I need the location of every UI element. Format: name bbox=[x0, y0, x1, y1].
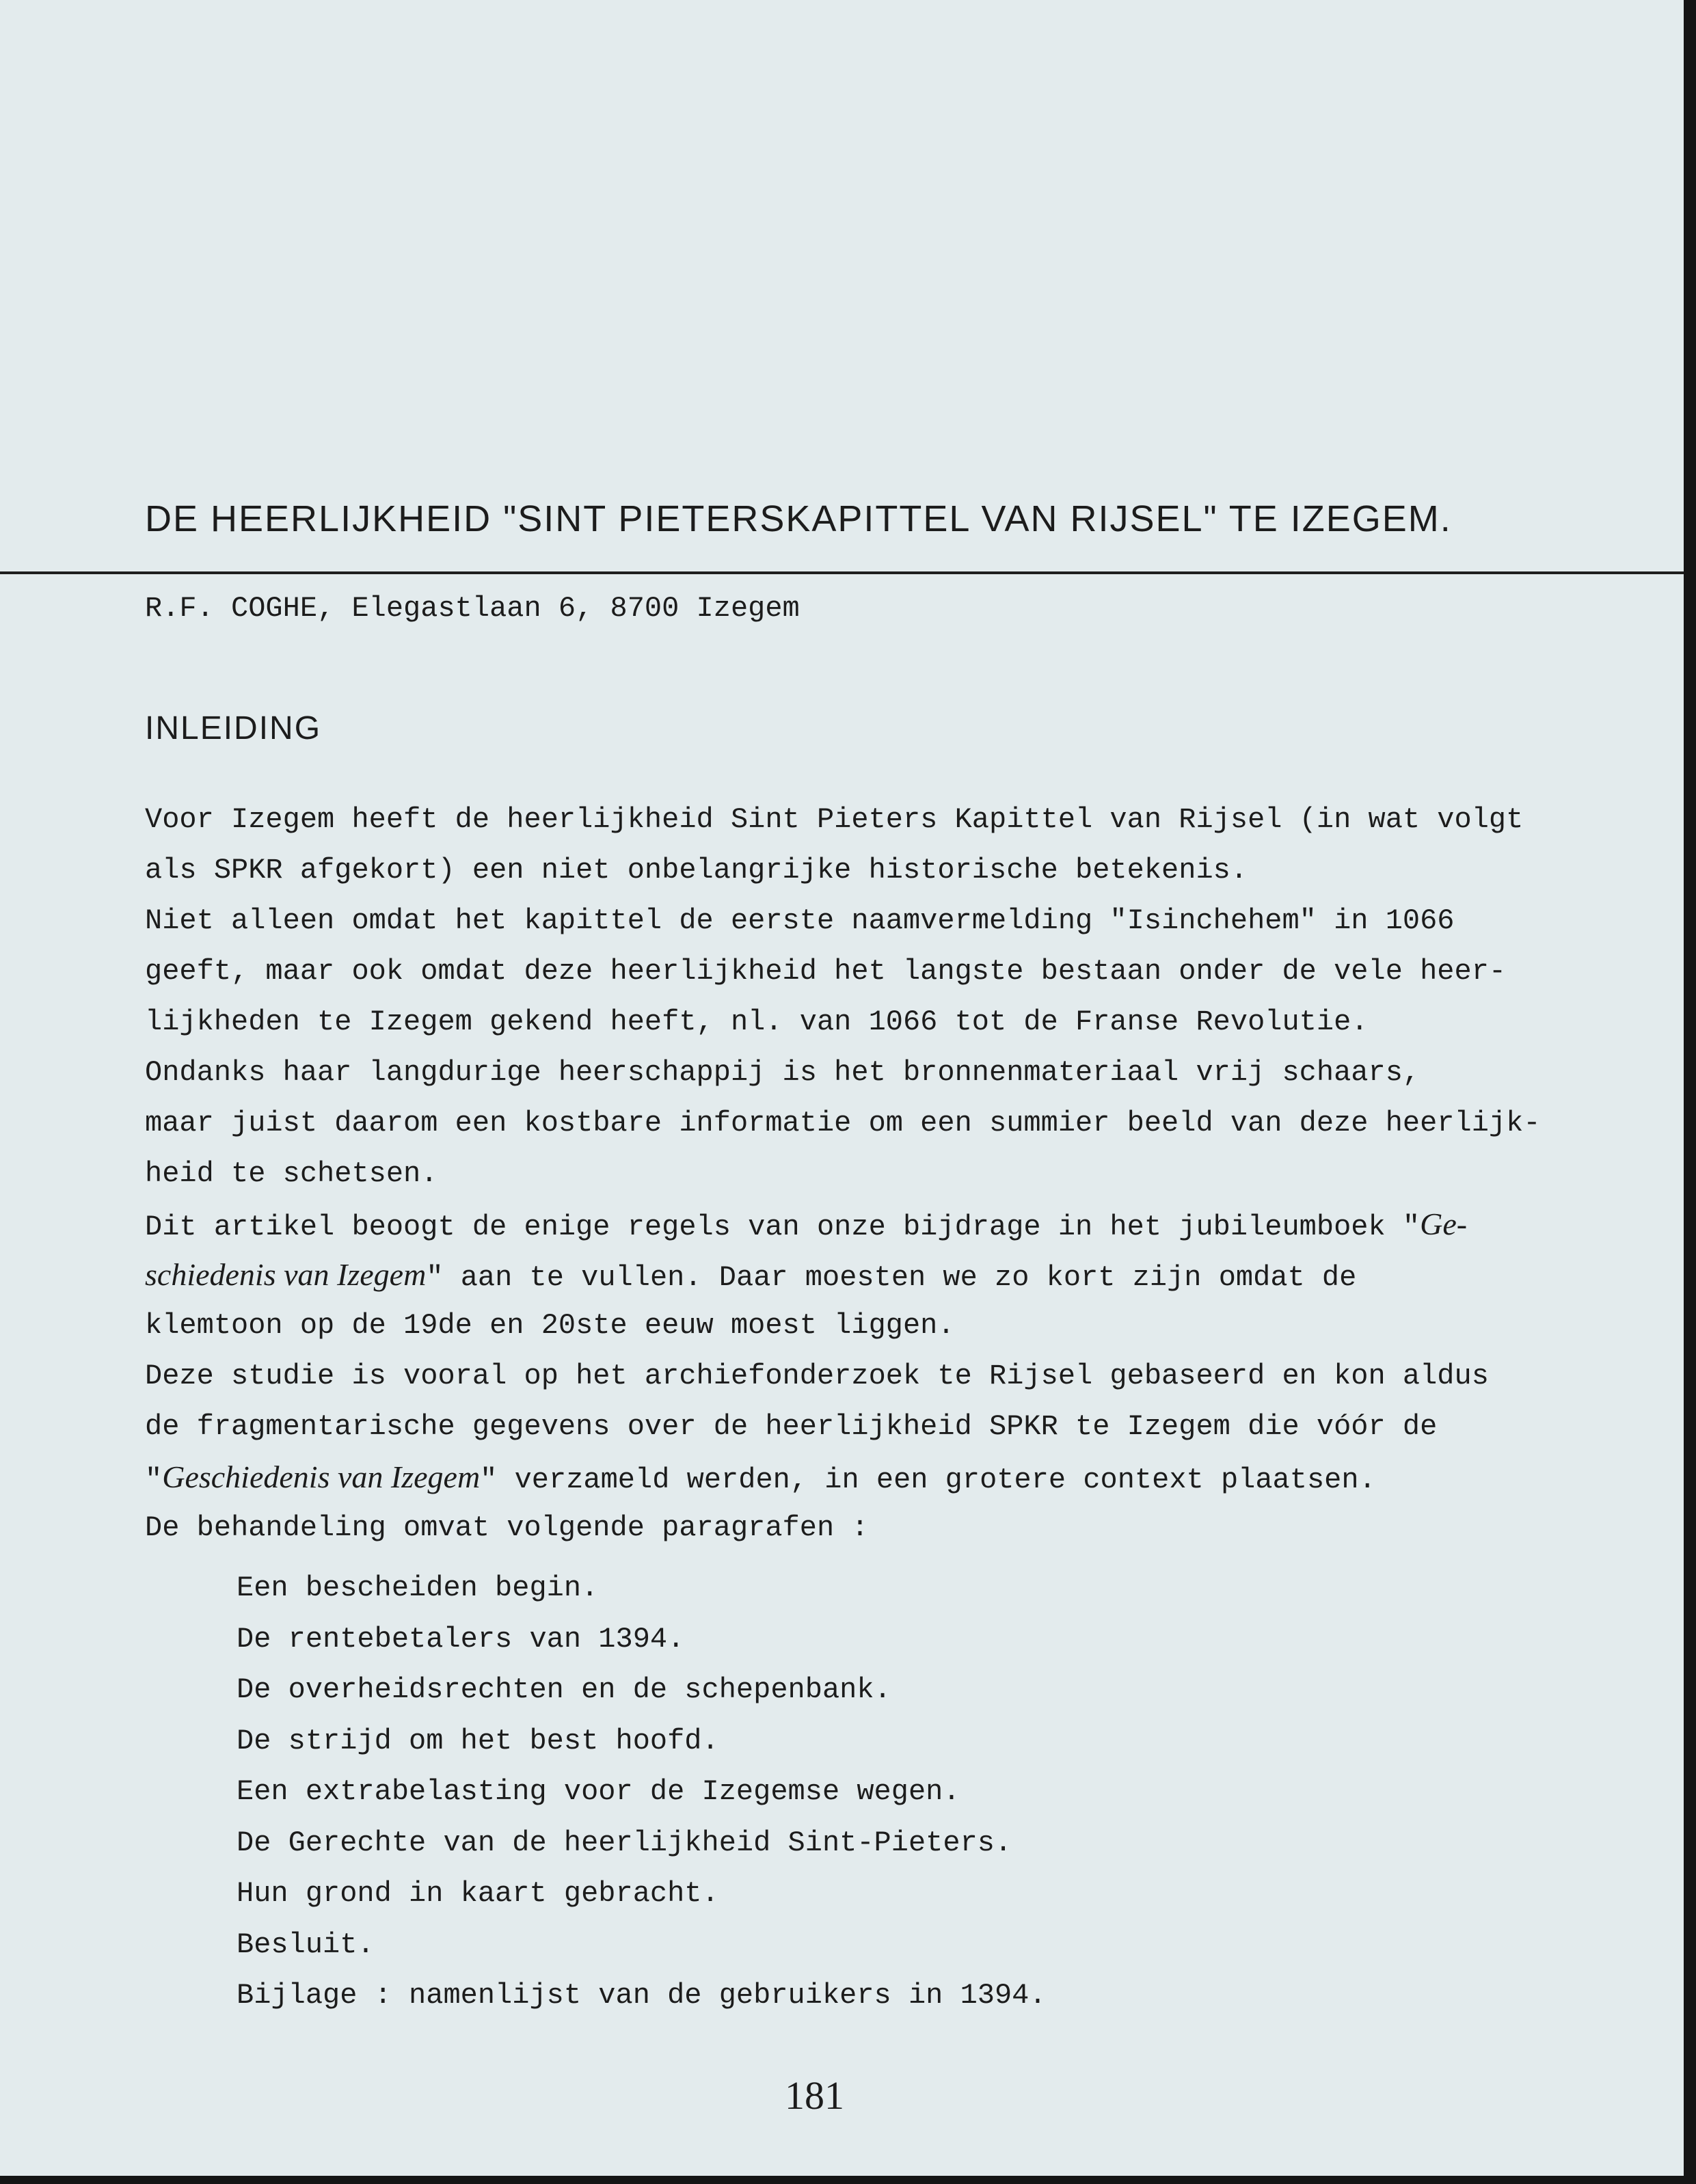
list-item: De Gerechte van de heerlijkheid Sint-Pieters. bbox=[237, 1826, 1012, 1859]
paragraph-line: geeft, maar ook omdat deze heerlijkheid het langste bestaan onder de vele heer- bbox=[145, 955, 1507, 988]
list-item: Een bescheiden begin. bbox=[237, 1572, 599, 1604]
line-text: " aan te vullen. Daar moesten we zo kort zijn omdat de bbox=[426, 1261, 1357, 1294]
list-item: Bijlage : namenlijst van de gebruikers in 1394. bbox=[237, 1979, 1047, 2012]
paragraph-line: lijkheden te Izegem gekend heeft, nl. van 1066 tot de Franse Revolutie. bbox=[145, 1006, 1369, 1038]
paragraph-line: Voor Izegem heeft de heerlijkheid Sint Pieters Kapittel van Rijsel (in wat volgt bbox=[145, 803, 1524, 836]
paragraph-line: de fragmentarische gegevens over de heerlijkheid SPKR te Izegem die vóór de bbox=[145, 1410, 1438, 1443]
line-text: Dit artikel beoogt de enige regels van onze bijdrage in het jubileumboek " bbox=[145, 1211, 1421, 1243]
paragraph-line bbox=[145, 1199, 1539, 1250]
list-item: Besluit. bbox=[237, 1928, 375, 1961]
book-title-italic: schiedenis van Izegem bbox=[145, 1257, 427, 1292]
paragraph-list bbox=[237, 1563, 1047, 2021]
line-text: " bbox=[145, 1464, 163, 1496]
title-divider bbox=[0, 571, 1684, 574]
paragraph-body bbox=[145, 794, 1539, 1553]
scan-edge-bottom bbox=[0, 2176, 1696, 2184]
list-item: Een extrabelasting voor de Izegemse wegen. bbox=[237, 1775, 960, 1808]
author-line: R.F. COGHE, Elegastlaan 6, 8700 Izegem bbox=[145, 592, 800, 625]
list-item: De overheidsrechten en de schepenbank. bbox=[237, 1673, 891, 1706]
paragraph-line bbox=[145, 1250, 1539, 1300]
paragraph-line: Deze studie is vooral op het archiefonderzoek te Rijsel gebaseerd en kon aldus bbox=[145, 1360, 1489, 1392]
book-title-italic: Geschiedenis van Izegem bbox=[162, 1459, 481, 1494]
paragraph-line: De behandeling omvat volgende paragrafen : bbox=[145, 1511, 869, 1544]
book-title-italic: Ge- bbox=[1420, 1206, 1468, 1241]
list-item: Hun grond in kaart gebracht. bbox=[237, 1877, 719, 1910]
line-text: " verzameld werden, in een grotere context plaatsen. bbox=[480, 1464, 1376, 1496]
paragraph-line: als SPKR afgekort) een niet onbelangrijke historische betekenis. bbox=[145, 854, 1248, 887]
paragraph-line: Ondanks haar langdurige heerschappij is het bronnenmateriaal vrij schaars, bbox=[145, 1056, 1421, 1089]
paragraph-line: heid te schetsen. bbox=[145, 1157, 438, 1190]
list-item: De strijd om het best hoofd. bbox=[237, 1724, 719, 1757]
document-title: DE HEERLIJKHEID "SINT PIETERSKAPITTEL VAN RIJSEL" TE IZEGEM. bbox=[145, 498, 1452, 539]
paragraph-line: klemtoon op de 19de en 20ste eeuw moest liggen. bbox=[145, 1309, 955, 1342]
paragraph-line: Niet alleen omdat het kapittel de eerste naamvermelding "Isinchehem" in 1066 bbox=[145, 904, 1455, 937]
section-heading: INLEIDING bbox=[145, 710, 322, 746]
paragraph-line bbox=[145, 1452, 1539, 1502]
list-item: De rentebetalers van 1394. bbox=[237, 1622, 685, 1656]
paragraph-line: maar juist daarom een kostbare informatie om een summier beeld van deze heerlijk- bbox=[145, 1107, 1541, 1140]
scan-edge-right bbox=[1684, 0, 1696, 2184]
page-number: 181 bbox=[785, 2073, 844, 2118]
